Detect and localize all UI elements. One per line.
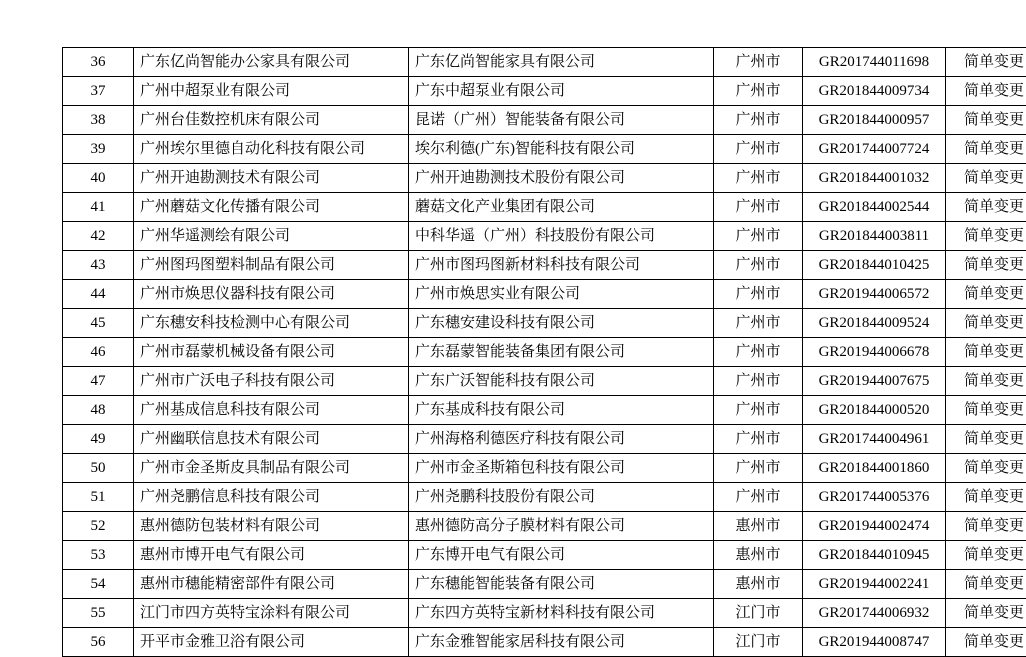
row-certificate-number: GR201744006932 (803, 599, 946, 628)
table-row (63, 483, 1026, 512)
row-change-type: 简单变更 (946, 77, 1026, 106)
row-change-type: 简单变更 (946, 512, 1026, 541)
row-city: 广州市 (714, 77, 803, 106)
table-row (63, 164, 1026, 193)
row-certificate-number: GR201944002474 (803, 512, 946, 541)
row-new-name: 广州市焕思仪器科技有限公司 (134, 280, 409, 309)
row-city: 广州市 (714, 164, 803, 193)
table-row (63, 541, 1026, 570)
table-row (63, 106, 1026, 135)
row-index: 37 (63, 77, 134, 106)
row-index: 46 (63, 338, 134, 367)
row-certificate-number: GR201844000957 (803, 106, 946, 135)
row-city: 广州市 (714, 280, 803, 309)
row-index: 51 (63, 483, 134, 512)
row-certificate-number: GR201944006572 (803, 280, 946, 309)
table-row (63, 396, 1026, 425)
row-old-name: 广东基成科技有限公司 (409, 396, 714, 425)
row-change-type: 简单变更 (946, 338, 1026, 367)
row-index: 43 (63, 251, 134, 280)
table-row (63, 309, 1026, 338)
row-new-name: 广州市金圣斯皮具制品有限公司 (134, 454, 409, 483)
table-row (63, 338, 1026, 367)
row-certificate-number: GR201944008747 (803, 628, 946, 657)
row-new-name: 广东亿尚智能办公家具有限公司 (134, 48, 409, 77)
row-certificate-number: GR201844009524 (803, 309, 946, 338)
row-city: 江门市 (714, 599, 803, 628)
row-index: 36 (63, 48, 134, 77)
row-city: 江门市 (714, 628, 803, 657)
row-change-type: 简单变更 (946, 106, 1026, 135)
row-index: 52 (63, 512, 134, 541)
row-index: 48 (63, 396, 134, 425)
row-change-type: 简单变更 (946, 599, 1026, 628)
row-certificate-number: GR201844003811 (803, 222, 946, 251)
row-certificate-number: GR201744011698 (803, 48, 946, 77)
row-old-name: 广东金雅智能家居科技有限公司 (409, 628, 714, 657)
table-body (63, 48, 1026, 657)
row-change-type: 简单变更 (946, 164, 1026, 193)
table-row (63, 251, 1026, 280)
row-old-name: 广东四方英特宝新材料科技有限公司 (409, 599, 714, 628)
row-certificate-number: GR201944002241 (803, 570, 946, 599)
row-index: 56 (63, 628, 134, 657)
row-city: 惠州市 (714, 570, 803, 599)
row-city: 广州市 (714, 425, 803, 454)
row-certificate-number: GR201844002544 (803, 193, 946, 222)
row-city: 广州市 (714, 338, 803, 367)
row-change-type: 简单变更 (946, 48, 1026, 77)
row-city: 广州市 (714, 454, 803, 483)
row-certificate-number: GR201944007675 (803, 367, 946, 396)
row-change-type: 简单变更 (946, 251, 1026, 280)
row-old-name: 广州市焕思实业有限公司 (409, 280, 714, 309)
table-row (63, 628, 1026, 657)
table-row (63, 454, 1026, 483)
table-row (63, 425, 1026, 454)
row-old-name: 广州尧鹏科技股份有限公司 (409, 483, 714, 512)
row-index: 40 (63, 164, 134, 193)
row-certificate-number: GR201744004961 (803, 425, 946, 454)
row-new-name: 广州中超泵业有限公司 (134, 77, 409, 106)
row-city: 惠州市 (714, 541, 803, 570)
row-new-name: 广州尧鹏信息科技有限公司 (134, 483, 409, 512)
row-certificate-number: GR201844001032 (803, 164, 946, 193)
row-certificate-number: GR201844010425 (803, 251, 946, 280)
row-city: 惠州市 (714, 512, 803, 541)
table-row (63, 570, 1026, 599)
row-new-name: 江门市四方英特宝涂料有限公司 (134, 599, 409, 628)
table-row (63, 512, 1026, 541)
row-old-name: 广东中超泵业有限公司 (409, 77, 714, 106)
row-index: 55 (63, 599, 134, 628)
row-new-name: 惠州市穗能精密部件有限公司 (134, 570, 409, 599)
row-old-name: 广东穗安建设科技有限公司 (409, 309, 714, 338)
row-city: 广州市 (714, 396, 803, 425)
row-old-name: 广东磊蒙智能装备集团有限公司 (409, 338, 714, 367)
row-change-type: 简单变更 (946, 280, 1026, 309)
row-index: 38 (63, 106, 134, 135)
row-old-name: 广东广沃智能科技有限公司 (409, 367, 714, 396)
row-old-name: 广州市图玛图新材料科技有限公司 (409, 251, 714, 280)
row-new-name: 广州华遥测绘有限公司 (134, 222, 409, 251)
row-new-name: 广州幽联信息技术有限公司 (134, 425, 409, 454)
row-new-name: 广州市广沃电子科技有限公司 (134, 367, 409, 396)
row-old-name: 惠州德防高分子膜材料有限公司 (409, 512, 714, 541)
row-new-name: 广州图玛图塑料制品有限公司 (134, 251, 409, 280)
table-row (63, 77, 1026, 106)
row-index: 50 (63, 454, 134, 483)
row-old-name: 广东博开电气有限公司 (409, 541, 714, 570)
row-change-type: 简单变更 (946, 628, 1026, 657)
row-index: 41 (63, 193, 134, 222)
row-old-name: 广州海格利德医疗科技有限公司 (409, 425, 714, 454)
row-old-name: 埃尔利德(广东)智能科技有限公司 (409, 135, 714, 164)
row-certificate-number: GR201844001860 (803, 454, 946, 483)
row-new-name: 惠州市博开电气有限公司 (134, 541, 409, 570)
row-change-type: 简单变更 (946, 425, 1026, 454)
row-change-type: 简单变更 (946, 541, 1026, 570)
row-old-name: 蘑菇文化产业集团有限公司 (409, 193, 714, 222)
row-change-type: 简单变更 (946, 222, 1026, 251)
row-certificate-number: GR201944006678 (803, 338, 946, 367)
row-index: 49 (63, 425, 134, 454)
row-city: 广州市 (714, 193, 803, 222)
row-certificate-number: GR201744007724 (803, 135, 946, 164)
table-row (63, 367, 1026, 396)
table-row (63, 135, 1026, 164)
row-new-name: 广东穗安科技检测中心有限公司 (134, 309, 409, 338)
row-city: 广州市 (714, 309, 803, 338)
table-row (63, 193, 1026, 222)
row-city: 广州市 (714, 483, 803, 512)
row-city: 广州市 (714, 251, 803, 280)
row-certificate-number: GR201844010945 (803, 541, 946, 570)
row-city: 广州市 (714, 48, 803, 77)
row-old-name: 广东亿尚智能家具有限公司 (409, 48, 714, 77)
row-city: 广州市 (714, 367, 803, 396)
table-row (63, 599, 1026, 628)
row-new-name: 广州台佳数控机床有限公司 (134, 106, 409, 135)
row-change-type: 简单变更 (946, 135, 1026, 164)
row-old-name: 广州市金圣斯箱包科技有限公司 (409, 454, 714, 483)
row-index: 53 (63, 541, 134, 570)
row-old-name: 中科华遥（广州）科技股份有限公司 (409, 222, 714, 251)
row-change-type: 简单变更 (946, 367, 1026, 396)
row-new-name: 广州蘑菇文化传播有限公司 (134, 193, 409, 222)
row-certificate-number: GR201844009734 (803, 77, 946, 106)
row-index: 39 (63, 135, 134, 164)
enterprise-change-table (62, 47, 1026, 657)
row-city: 广州市 (714, 135, 803, 164)
row-change-type: 简单变更 (946, 309, 1026, 338)
row-city: 广州市 (714, 106, 803, 135)
row-index: 45 (63, 309, 134, 338)
row-new-name: 广州开迪勘测技术有限公司 (134, 164, 409, 193)
row-new-name: 开平市金雅卫浴有限公司 (134, 628, 409, 657)
row-index: 44 (63, 280, 134, 309)
row-old-name: 广州开迪勘测技术股份有限公司 (409, 164, 714, 193)
row-index: 47 (63, 367, 134, 396)
row-new-name: 惠州德防包装材料有限公司 (134, 512, 409, 541)
row-new-name: 广州埃尔里德自动化科技有限公司 (134, 135, 409, 164)
table-row (63, 280, 1026, 309)
row-old-name: 昆诺（广州）智能装备有限公司 (409, 106, 714, 135)
row-new-name: 广州市磊蒙机械设备有限公司 (134, 338, 409, 367)
row-city: 广州市 (714, 222, 803, 251)
row-change-type: 简单变更 (946, 193, 1026, 222)
row-change-type: 简单变更 (946, 570, 1026, 599)
row-change-type: 简单变更 (946, 396, 1026, 425)
row-certificate-number: GR201744005376 (803, 483, 946, 512)
row-index: 42 (63, 222, 134, 251)
table-row (63, 222, 1026, 251)
row-certificate-number: GR201844000520 (803, 396, 946, 425)
table-row (63, 48, 1026, 77)
row-change-type: 简单变更 (946, 454, 1026, 483)
row-change-type: 简单变更 (946, 483, 1026, 512)
row-new-name: 广州基成信息科技有限公司 (134, 396, 409, 425)
row-old-name: 广东穗能智能装备有限公司 (409, 570, 714, 599)
row-index: 54 (63, 570, 134, 599)
